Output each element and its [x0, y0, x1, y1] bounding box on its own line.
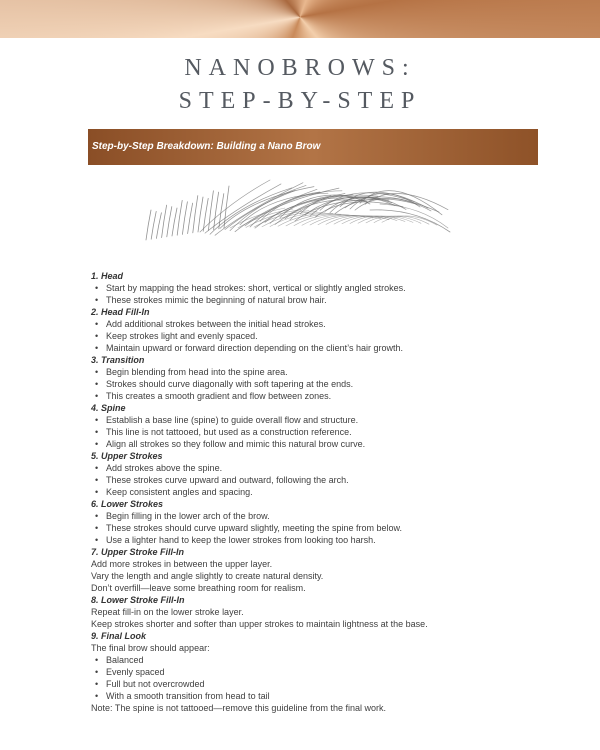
list-item: • With a smooth transition from head to tail	[91, 690, 561, 702]
list-item: • This line is not tattooed, but used as a construction reference.	[91, 426, 561, 438]
list-item: • Maintain upward or forward direction depending on the client’s hair growth.	[91, 342, 561, 354]
hair-stroke	[182, 202, 187, 235]
step-bullets	[91, 510, 561, 546]
hair-stroke	[156, 213, 161, 239]
list-item: • Add strokes above the spine.	[91, 462, 561, 474]
list-item: • These strokes curve upward and outward, following the arch.	[91, 474, 561, 486]
steps-content	[91, 270, 561, 714]
hair-stroke	[167, 207, 172, 237]
step-heading: 5. Upper Strokes	[91, 451, 163, 461]
step-line: Add more strokes in between the upper layer.	[91, 559, 273, 569]
hair-stroke	[198, 197, 203, 232]
eyebrow-illustration	[140, 170, 455, 250]
brow-strokes	[146, 180, 450, 240]
list-item: • Establish a base line (spine) to guide overall flow and structure.	[91, 414, 561, 426]
list-item: • Begin blending from head into the spine area.	[91, 366, 561, 378]
step-heading: 4. Spine	[91, 403, 126, 413]
hair-stroke	[214, 192, 219, 229]
list-item: • Keep strokes light and evenly spaced.	[91, 330, 561, 342]
step-bullets	[91, 414, 561, 450]
step-heading: 9. Final Look	[91, 631, 147, 641]
decorative-top-band	[0, 0, 600, 38]
final-note: Note: The spine is not tattooed—remove this guideline from the final work.	[91, 703, 386, 713]
list-item: • Begin filling in the lower arch of the brow.	[91, 510, 561, 522]
title-line-1: NANOBROWS:	[184, 55, 416, 81]
hair-stroke	[162, 205, 167, 237]
step-line: Repeat fill-in on the lower stroke layer.	[91, 607, 244, 617]
step-heading: 7. Upper Stroke Fill-In	[91, 547, 185, 557]
list-item: • These strokes should curve upward slightly, meeting the spine from below.	[91, 522, 561, 534]
step-bullets	[91, 282, 561, 306]
list-item: • Align all strokes so they follow and mimic this natural brow curve.	[91, 438, 561, 450]
hair-stroke	[151, 211, 156, 239]
list-item: • This creates a smooth gradient and flow between zones.	[91, 390, 561, 402]
hair-stroke	[177, 200, 182, 235]
list-item: • Use a lighter hand to keep the lower strokes from looking too harsh.	[91, 534, 561, 546]
step-line: Vary the length and angle slightly to create natural density.	[91, 571, 324, 581]
list-item: • Balanced	[91, 654, 561, 666]
step-heading: 3. Transition	[91, 355, 145, 365]
step-bullets	[91, 654, 561, 702]
step-heading: 8. Lower Stroke Fill-In	[91, 595, 185, 605]
hair-stroke	[208, 191, 213, 231]
list-item: • Full but not overcrowded	[91, 678, 561, 690]
step-line: The final brow should appear:	[91, 643, 210, 653]
banner-text: Step-by-Step Breakdown: Building a Nano Brow	[92, 141, 321, 152]
step-bullets	[91, 318, 561, 354]
hair-stroke	[193, 196, 198, 233]
step-line: Don’t overfill—leave some breathing room for realism.	[91, 583, 306, 593]
hair-stroke	[146, 210, 151, 240]
step-line: Keep strokes shorter and softer than upper strokes to maintain lightness at the base.	[91, 619, 428, 629]
hair-stroke	[172, 208, 177, 236]
page-title	[0, 52, 600, 118]
hair-stroke	[188, 203, 193, 233]
step-heading: 2. Head Fill-In	[91, 307, 150, 317]
list-item: • These strokes mimic the beginning of natural brow hair.	[91, 294, 561, 306]
title-line-2: STEP-BY-STEP	[178, 88, 422, 114]
step-heading: 1. Head	[91, 271, 124, 281]
section-banner	[88, 129, 538, 165]
step-bullets	[91, 462, 561, 498]
list-item: • Strokes should curve diagonally with soft tapering at the ends.	[91, 378, 561, 390]
hair-stroke	[360, 191, 442, 215]
list-item: • Add additional strokes between the initial head strokes.	[91, 318, 561, 330]
list-item: • Keep consistent angles and spacing.	[91, 486, 561, 498]
step-bullets	[91, 366, 561, 402]
hair-stroke	[220, 187, 314, 229]
list-item: • Evenly spaced	[91, 666, 561, 678]
step-heading: 6. Lower Strokes	[91, 499, 164, 509]
list-item: • Start by mapping the head strokes: short, vertical or slightly angled strokes.	[91, 282, 561, 294]
